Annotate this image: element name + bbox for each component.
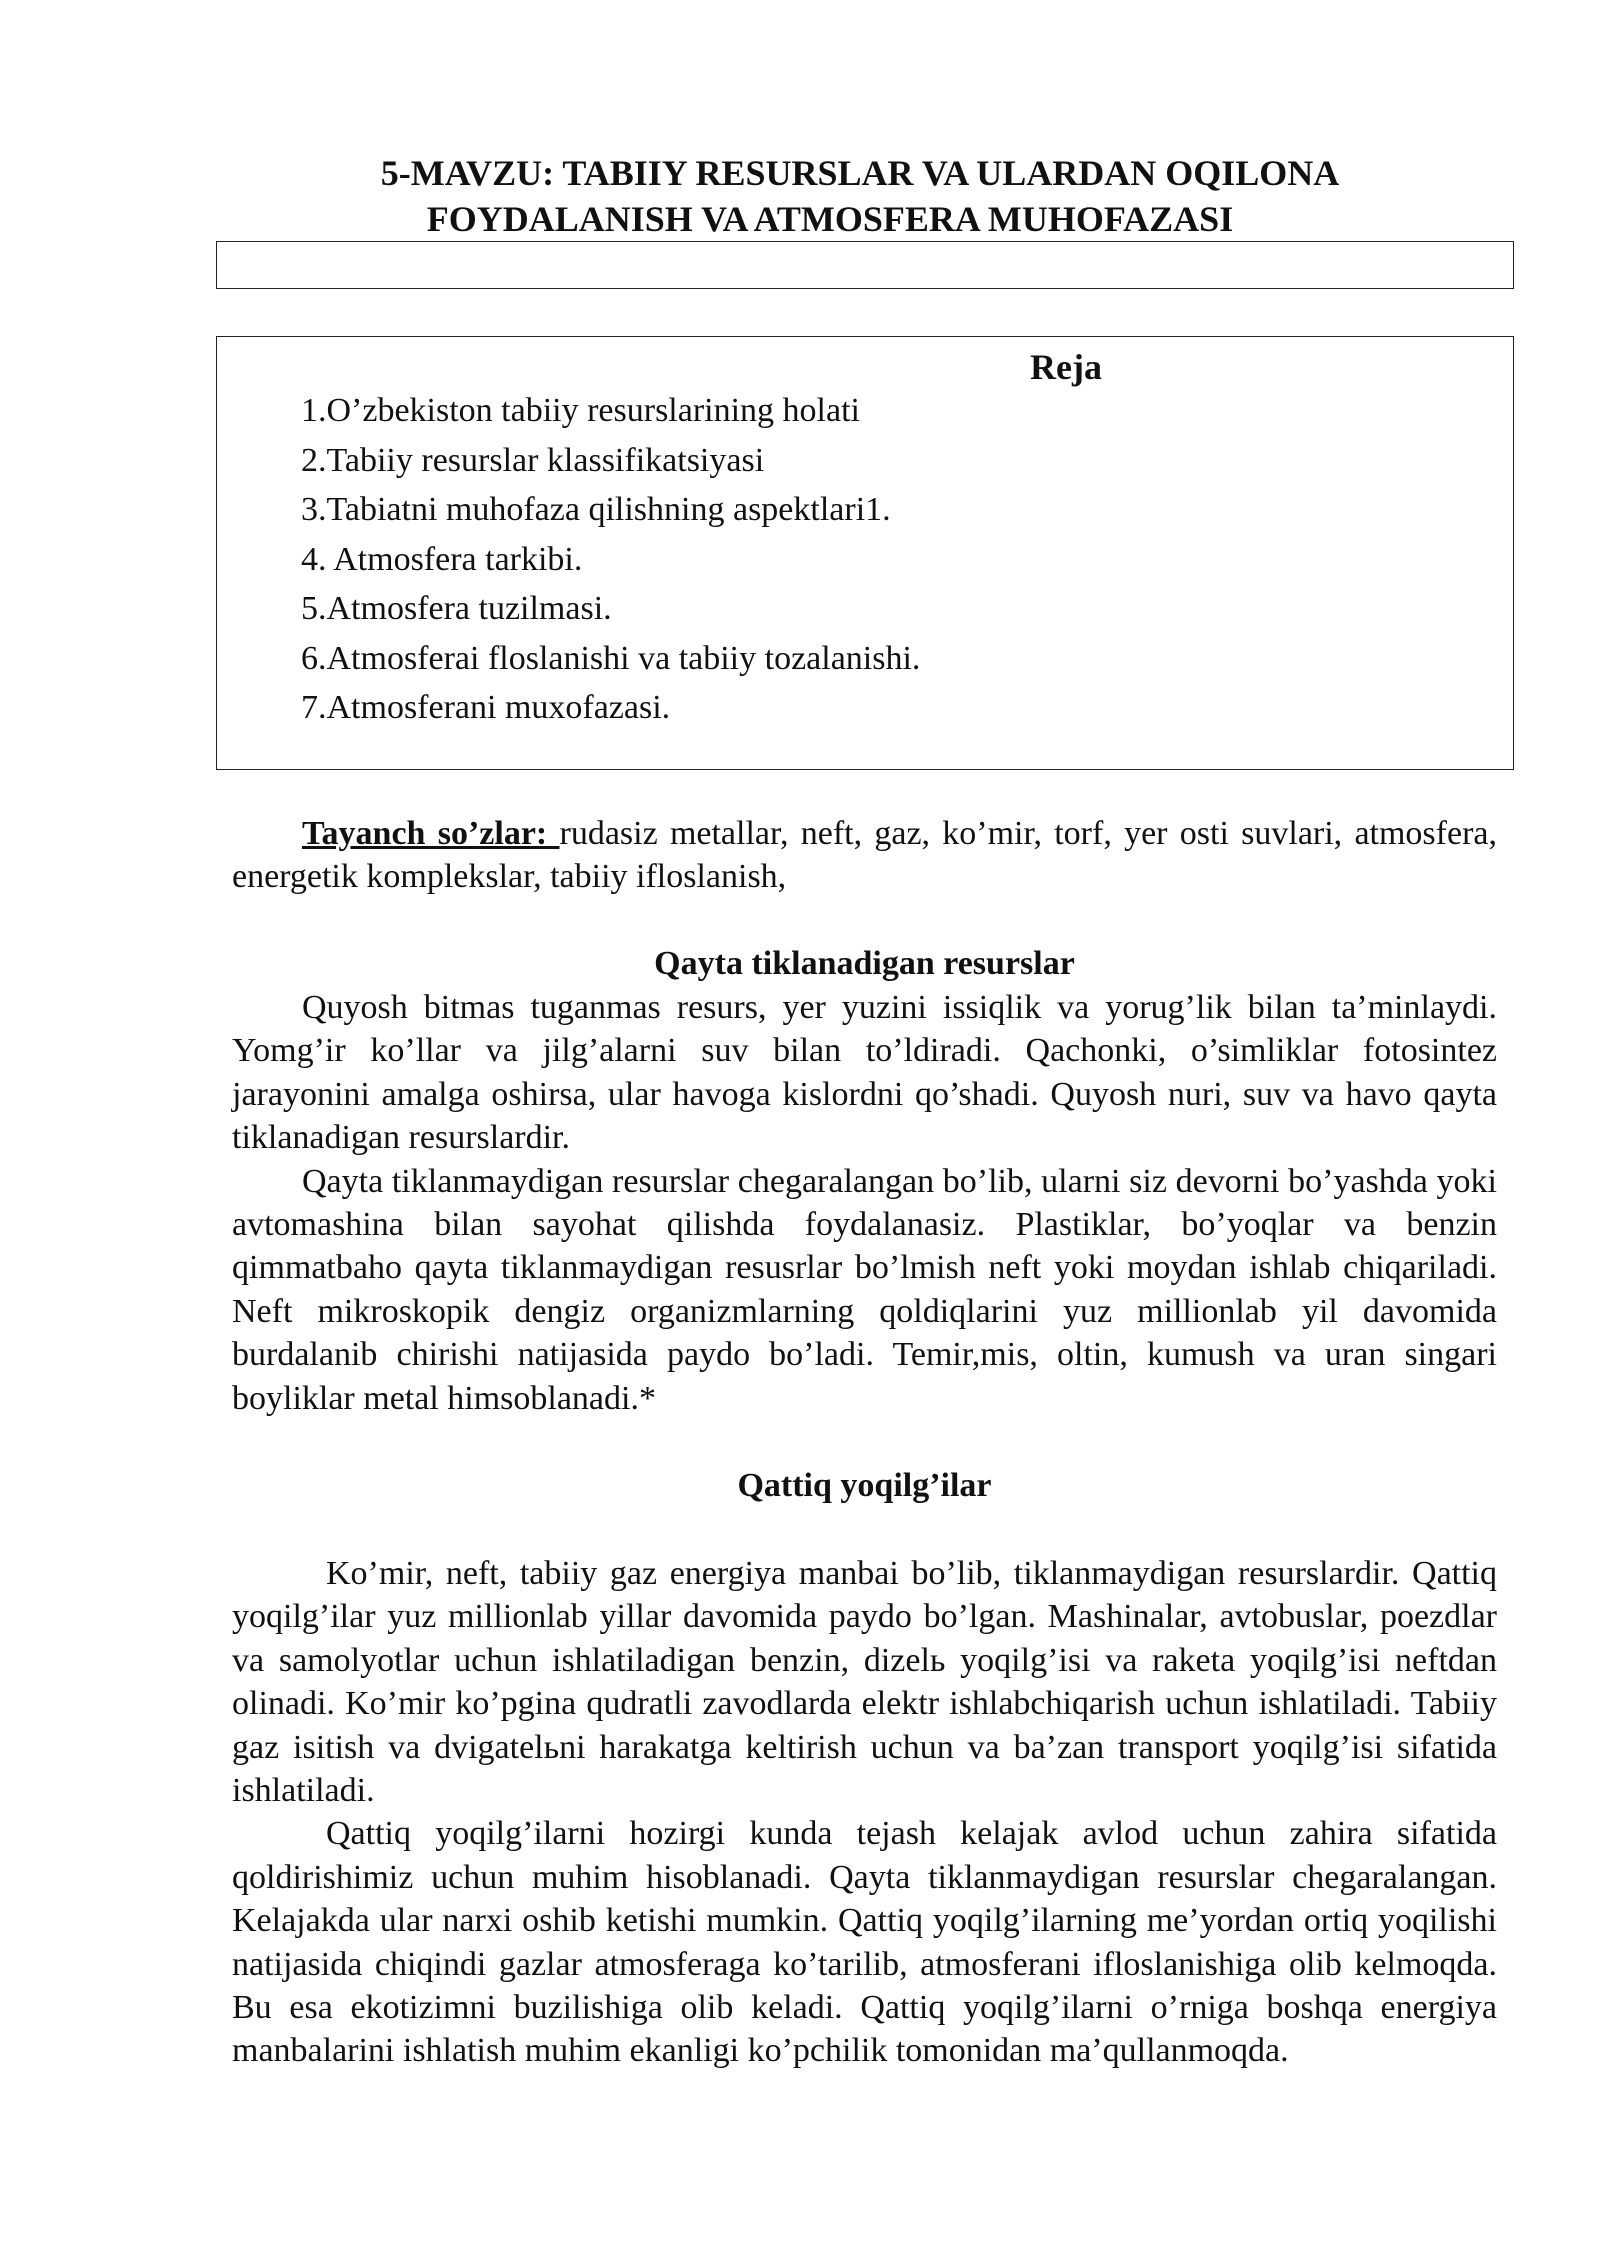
empty-frame (216, 241, 1514, 289)
plan-item: 3.Tabiatni muhofaza qilishning aspektlari1. (301, 491, 891, 528)
paragraph: Qattiq yoqilg’ilarni hozirgi kunda tejash kelajak avlod uchun zahira sifatida qoldirishimiz uchun muhim hisoblanadi. Qayta tiklanmaydigan resurslar chegaralangan. Kelajakda ular narxi oshib ketishi mumkin. Qattiq yoqilg’ilarning me’yordan ortiq yoqilishi natijasida chiqindi gazlar atmosferaga ko’tarilib, atmosferani ifloslanishiga olib kelmoqda. Bu esa ekotizimni buzilishiga olib keladi. Qattiq yoqilg’ilarni o’rniga boshqa energiya manbalarini ishlatish muhim ekanligi ko’pchilik tomonidan ma’qullanmoqda. (232, 1815, 1497, 2070)
keywords-block (232, 812, 1497, 899)
plan-item: 5.Atmosfera tuzilmasi. (301, 590, 612, 627)
title-line-1: 5-MAVZU: TABIIY RESURSLAR VA ULARDAN OQILONA (380, 153, 1340, 193)
plan-item: 2.Tabiiy resurslar klassifikatsiyasi (301, 441, 765, 479)
plan-item: 7.Atmosferani muxofazasi. (301, 689, 671, 726)
section-fossil-fuels-body (232, 1552, 1497, 2073)
section-renewable-body (232, 986, 1497, 1420)
title-line-2: FOYDALANISH VA ATMOSFERA MUHOFAZASI (426, 199, 1234, 239)
keywords-label: Tayanch so’zlar: (302, 815, 560, 852)
plan-item: 6.Atmosferai floslanishi va tabiiy tozalanishi. (301, 639, 921, 677)
section-heading-renewable: Qayta tiklanadigan resurslar (654, 945, 1075, 982)
paragraph: Ko’mir, neft, tabiiy gaz energiya manbai bo’lib, tiklanmaydigan resurslardir. Qattiq yoqilg’ilar yuz millionlab yillar davomida paydo bo’lgan. Mashinalar, avtobuslar, poezdlar va samolyotlar uchun ishlatiladigan benzin, dizelь yoqilg’isi va raketa yoqilg’isi neftdan olinadi. Ko’mir ko’pgina qudratli zavodlarda elektr ishlabchiqarish uchun ishlatiladi. Tabiiy gaz isitish va dvigatelьni harakatga keltirish uchun va ba’zan transport yoqilg’isi sifatida ishlatiladi. (232, 1555, 1497, 1810)
plan-list (301, 386, 920, 733)
keywords-text: rudasiz metallar, neft, gaz, ko’mir, torf, yer osti suvlari, atmosfera, energetik komplekslar, tabiiy ifloslanish, (232, 815, 1497, 896)
section-heading-fossil-fuels: Qattiq yoqilg’ilar (737, 1467, 992, 1504)
keywords-paragraph (232, 812, 1497, 899)
plan-item: 1.O’zbekiston tabiiy resurslarining holati (301, 392, 860, 429)
plan-item: 4. Atmosfera tarkibi. (301, 540, 583, 578)
paragraph: Quyosh bitmas tuganmas resurs, yer yuzini issiqlik va yorug’lik bilan ta’minlaydi. Yomg’ir ko’llar va jilg’alarni suv bilan to’ldiradi. Qachonki, o’simliklar fotosintez jarayonini amalga oshirsa, ular havoga kislordni qo’shadi. Quyosh nuri, suv va havo qayta tiklanadigan resurslardir. (232, 989, 1497, 1157)
plan-box (216, 336, 1514, 770)
plan-heading: Reja (1030, 347, 1102, 387)
document-title (0, 150, 1600, 242)
paragraph: Qayta tiklanmaydigan resurslar chegaralangan bo’lib, ularni siz devorni bo’yashda yoki avtomashina bilan sayohat qilishda foydalanasiz. Plastiklar, bo’yoqlar va benzin qimmatbaho qayta tiklanmaydigan resusrlar bo’lmish neft yoki moydan ishlab chiqariladi. Neft mikroskopik dengiz organizmlarning qoldiqlarini yuz millionlab yil davomida burdalanib chirishi natijasida paydo bo’ladi. Temir,mis, oltin, kumush va uran singari boyliklar metal himsoblanadi.* (232, 1162, 1497, 1417)
